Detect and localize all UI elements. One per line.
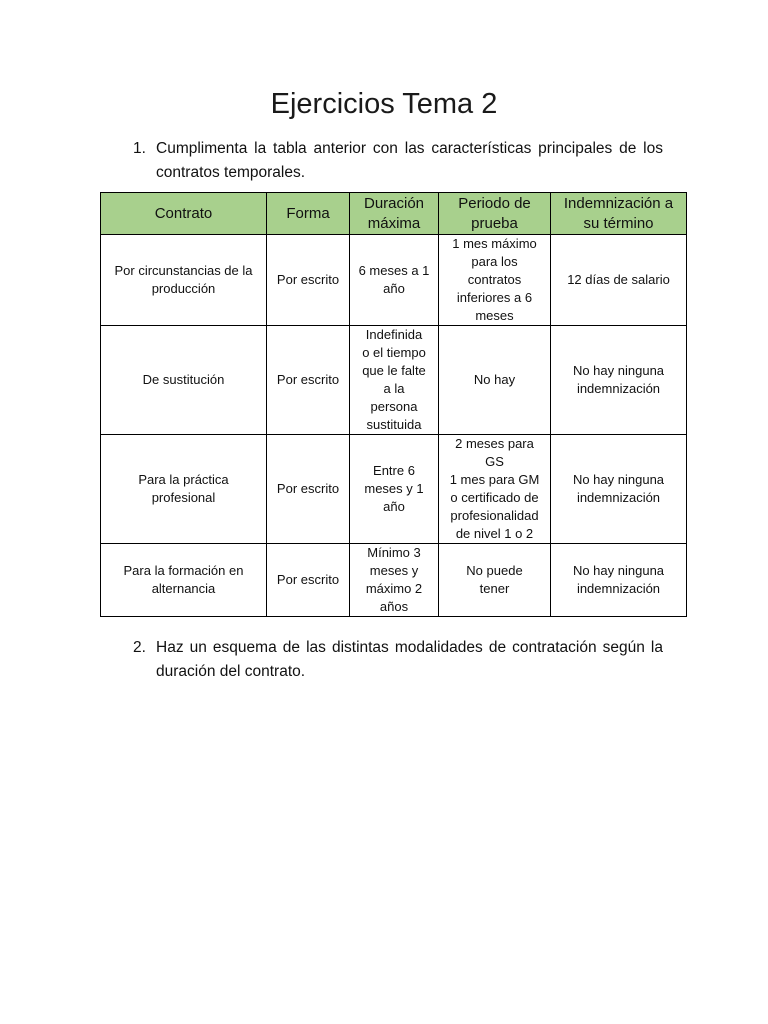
question-text: Haz un esquema de las distintas modalidades de contratación según la duración del contrato. (156, 639, 663, 680)
table-row (101, 235, 687, 326)
table-row (101, 544, 687, 617)
question-2 (133, 636, 663, 684)
table-cell: De sustitución (101, 326, 267, 435)
table-cell: No hay ninguna indemnización (551, 435, 687, 544)
header-duracion: Duración máxima (350, 193, 439, 235)
table-cell: Por circunstancias de la producción (101, 235, 267, 326)
contracts-table (100, 192, 687, 617)
table-cell: 1 mes máximo para los contratos inferiores a 6 meses (439, 235, 551, 326)
table-cell: Para la formación en alternancia (101, 544, 267, 617)
question-text: Cumplimenta la tabla anterior con las características principales de los contratos temporales. (156, 140, 663, 181)
table-cell: 12 días de salario (551, 235, 687, 326)
table-row (101, 435, 687, 544)
table-cell: Por escrito (267, 544, 350, 617)
table-cell: Indefinida o el tiempo que le falte a la persona sustituida (350, 326, 439, 435)
header-periodo: Periodo de prueba (439, 193, 551, 235)
table-cell: Entre 6 meses y 1 año (350, 435, 439, 544)
table-header-row (101, 193, 687, 235)
table-cell: No hay (439, 326, 551, 435)
header-indemnizacion: Indemnización a su término (551, 193, 687, 235)
question-number: 2. (133, 639, 146, 656)
header-contrato: Contrato (101, 193, 267, 235)
question-1 (133, 137, 663, 185)
table-cell: Por escrito (267, 326, 350, 435)
table-cell: 2 meses para GS 1 mes para GM o certificado de profesionalidad de nivel 1 o 2 (439, 435, 551, 544)
question-number: 1. (133, 140, 146, 157)
table-cell: No hay ninguna indemnización (551, 326, 687, 435)
table-cell: No hay ninguna indemnización (551, 544, 687, 617)
page-title: Ejercicios Tema 2 (270, 88, 498, 120)
table-cell: 6 meses a 1 año (350, 235, 439, 326)
table-cell: Por escrito (267, 435, 350, 544)
table-cell: Para la práctica profesional (101, 435, 267, 544)
table-cell: No puede tener (439, 544, 551, 617)
header-forma: Forma (267, 193, 350, 235)
table-row (101, 326, 687, 435)
table-cell: Mínimo 3 meses y máximo 2 años (350, 544, 439, 617)
table-cell: Por escrito (267, 235, 350, 326)
